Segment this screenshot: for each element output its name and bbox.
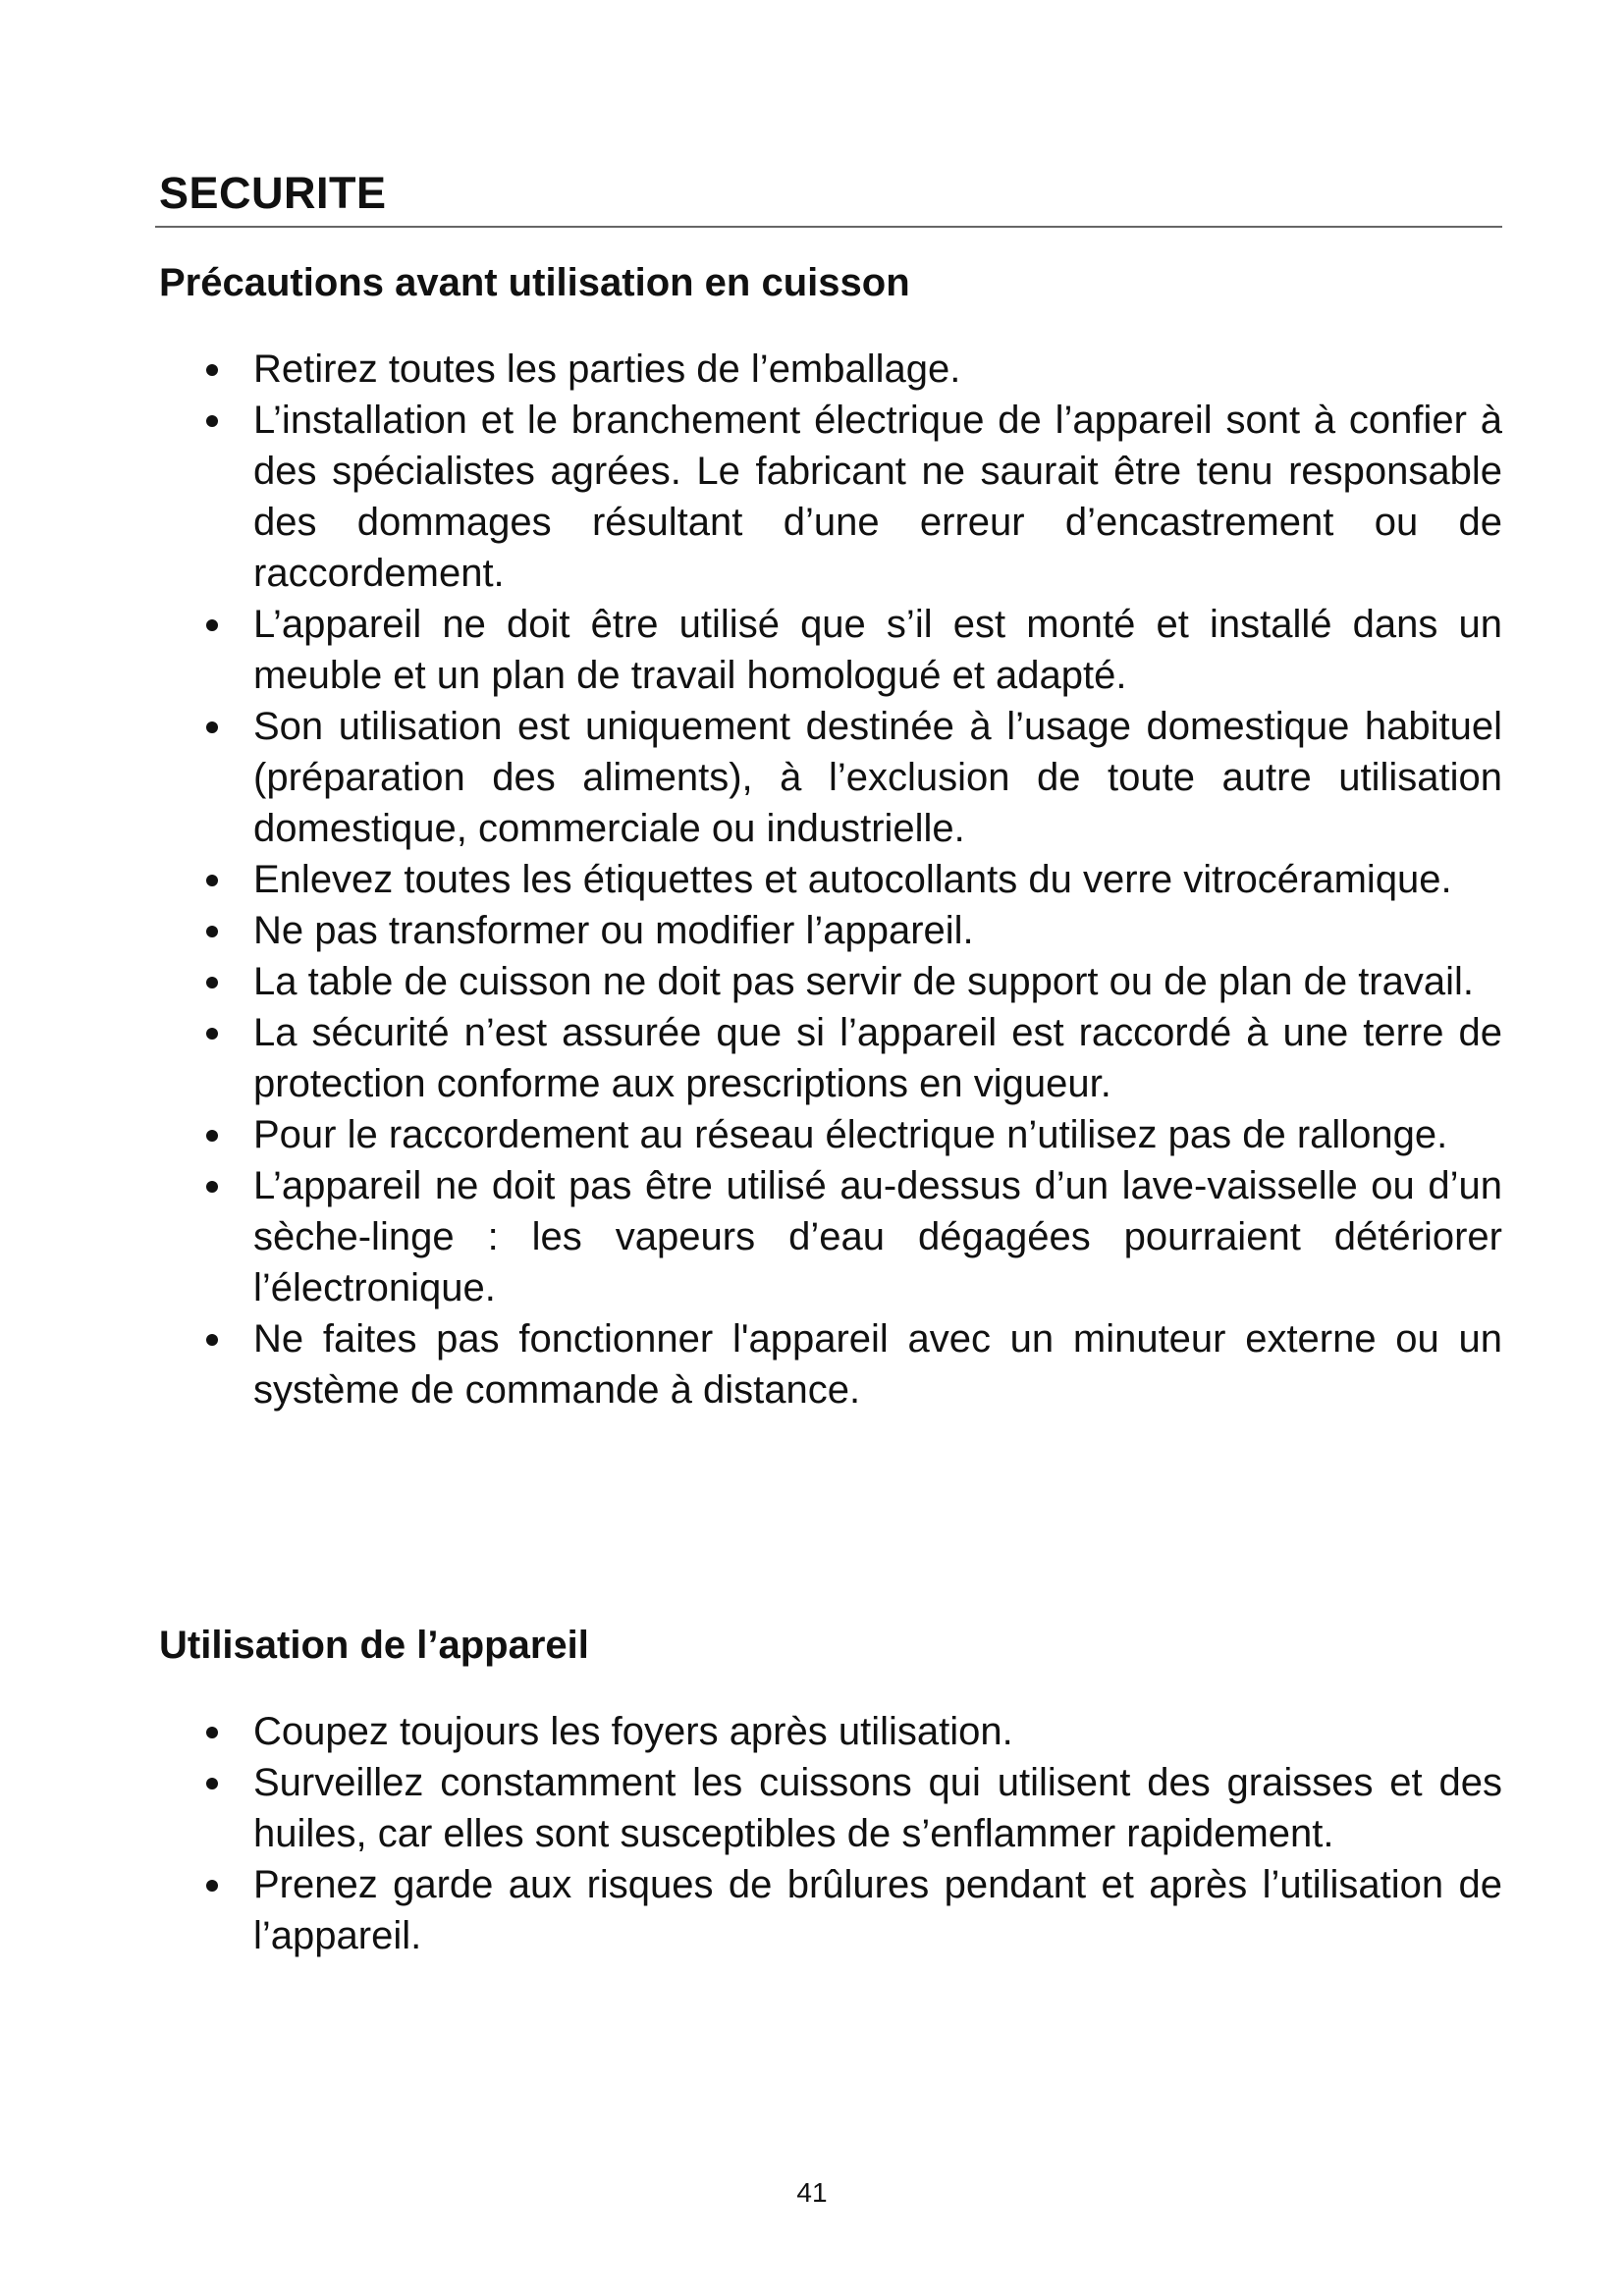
- list-item-text: L’appareil ne doit pas être utilisé au-dessus d’un lave-vaisselle ou d’un sèche-linge : les vapeurs d’eau dégagées pourraient détériorer l’électronique.: [253, 1164, 1502, 1309]
- subsection-title-precautions: Précautions avant utilisation en cuisson: [159, 261, 910, 304]
- list-item-text: Surveillez constamment les cuissons qui utilisent des graisses et des huiles, car elles sont susceptibles de s’enflammer rapidement.: [253, 1761, 1502, 1855]
- list-item: [0, 854, 1502, 905]
- page-number: 41: [796, 2177, 828, 2208]
- list-item-text: Retirez toutes les parties de l’emballage.: [253, 347, 961, 391]
- section-title: SECURITE: [159, 168, 387, 218]
- list-item-text: L’appareil ne doit être utilisé que s’il est monté et installé dans un meuble et un plan de travail homologué et adapté.: [253, 603, 1502, 697]
- list-item-text: Pour le raccordement au réseau électrique n’utilisez pas de rallonge.: [253, 1113, 1448, 1156]
- list-item: [0, 395, 1502, 599]
- list-item: [0, 1109, 1502, 1160]
- list-item-text: Prenez garde aux risques de brûlures pendant et après l’utilisation de l’appareil.: [253, 1863, 1502, 1957]
- utilisation-list: [0, 1706, 1624, 1961]
- bullet-icon: [206, 1778, 218, 1789]
- title-divider: [155, 226, 1502, 228]
- bullet-icon: [206, 415, 218, 427]
- list-item-text: La table de cuisson ne doit pas servir de support ou de plan de travail.: [253, 960, 1475, 1003]
- bullet-icon: [206, 1880, 218, 1892]
- list-item: [0, 956, 1502, 1007]
- bullet-icon: [206, 875, 218, 886]
- list-item: [0, 599, 1502, 701]
- bullet-icon: [206, 926, 218, 937]
- list-item-text: Coupez toujours les foyers après utilisation.: [253, 1710, 1013, 1753]
- list-item: [0, 905, 1502, 956]
- list-item-text: Enlevez toutes les étiquettes et autocollants du verre vitrocéramique.: [253, 858, 1452, 901]
- list-item-text: Son utilisation est uniquement destinée à l’usage domestique habituel (préparation des aliments), à l’exclusion de toute autre utilisation domestique, commerciale ou industrielle.: [253, 705, 1502, 850]
- precautions-list: [0, 344, 1624, 1415]
- bullet-icon: [206, 364, 218, 376]
- list-item: [0, 1160, 1502, 1313]
- bullet-icon: [206, 1727, 218, 1738]
- bullet-icon: [206, 721, 218, 733]
- bullet-icon: [206, 1028, 218, 1040]
- list-item: [0, 344, 1502, 395]
- subsection-title-utilisation: Utilisation de l’appareil: [159, 1624, 589, 1667]
- list-item: [0, 1859, 1502, 1961]
- bullet-icon: [206, 619, 218, 631]
- bullet-icon: [206, 1181, 218, 1193]
- bullet-icon: [206, 1130, 218, 1142]
- list-item-text: La sécurité n’est assurée que si l’appareil est raccordé à une terre de protection conforme aux prescriptions en vigueur.: [253, 1011, 1502, 1105]
- list-item: [0, 1757, 1502, 1859]
- list-item-text: L’installation et le branchement électrique de l’appareil sont à confier à des spécialistes agrées. Le fabricant ne saurait être tenu responsable des dommages résultant d’une erreur d’encastrement ou de raccordement.: [253, 399, 1502, 595]
- list-item: [0, 1313, 1502, 1415]
- list-item: [0, 1007, 1502, 1109]
- bullet-icon: [206, 1334, 218, 1346]
- list-item-text: Ne pas transformer ou modifier l’appareil.: [253, 909, 974, 952]
- list-item: [0, 1706, 1502, 1757]
- list-item-text: Ne faites pas fonctionner l'appareil avec un minuteur externe ou un système de commande à distance.: [253, 1317, 1502, 1412]
- list-item: [0, 701, 1502, 854]
- bullet-icon: [206, 977, 218, 988]
